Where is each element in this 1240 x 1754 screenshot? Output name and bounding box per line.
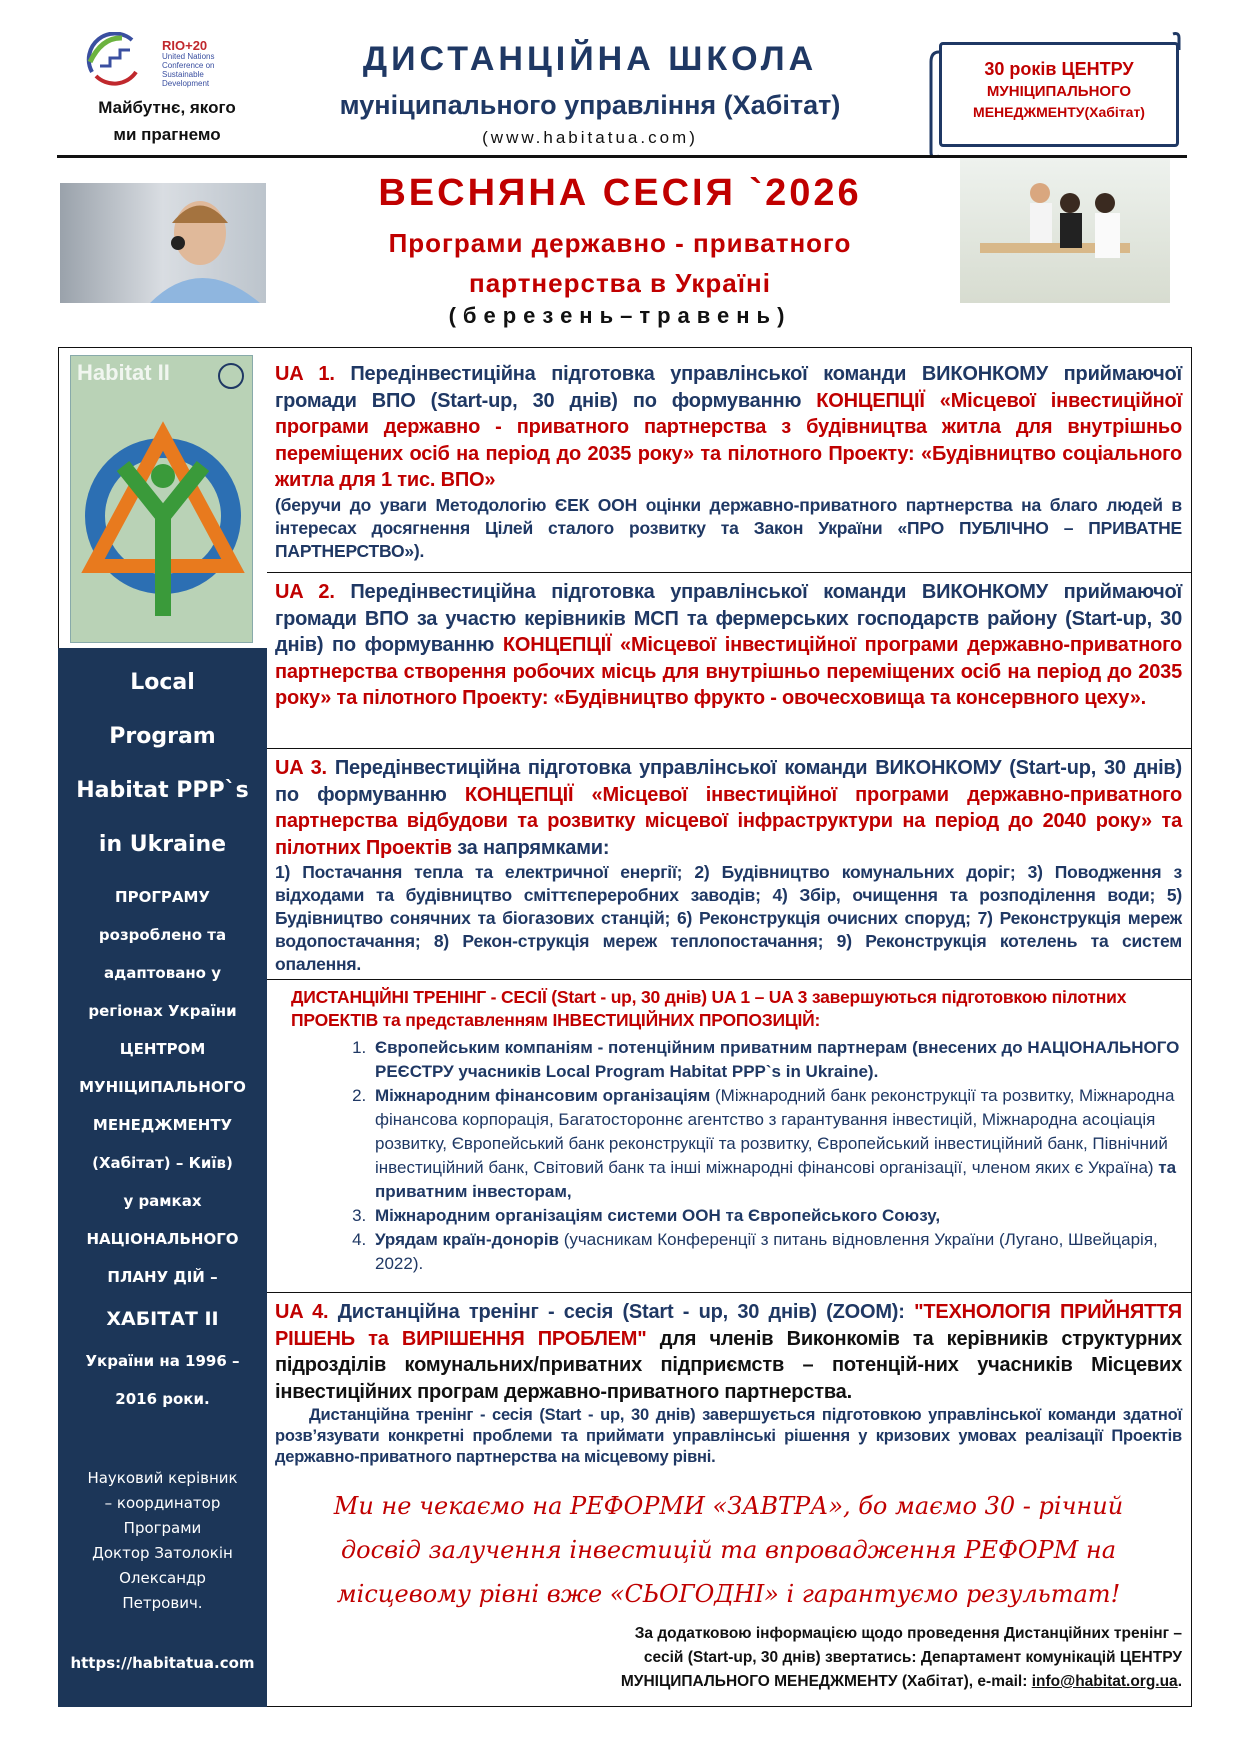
- un-conference-label: United Nations Conference on Sustainable Development: [162, 52, 215, 88]
- sidebar-text-line: ПРОГРАМУ: [115, 888, 210, 906]
- ua3-description: [275, 755, 1182, 861]
- slogan-line: Ми не чекаємо на РЕФОРМИ «ЗАВТРА», бо маємо 30 - річний: [333, 1492, 1124, 1520]
- anniversary-line: МУНІЦИПАЛЬНОГО: [986, 83, 1132, 100]
- tagline-line: Майбутнє, якого: [98, 98, 236, 117]
- text-segment: Європейським компаніям - потенційним приватним партнерам (внесених до НАЦІОНАЛЬНОГО РЕЄСТРУ учасників Local Program Habitat PPP`s in Ukraine).: [375, 1038, 1180, 1081]
- rio-label: RIO+20: [162, 38, 208, 53]
- sidebar-website-link[interactable]: https://habitatua.com: [70, 1654, 255, 1672]
- proposal-recipients-list: [371, 1036, 1182, 1276]
- sidebar-title-line: Program: [109, 724, 216, 749]
- program-ua3: [267, 749, 1192, 980]
- habitat-emblem-icon: [71, 356, 253, 643]
- list-item: [371, 1204, 1182, 1228]
- slogan: [275, 1484, 1182, 1616]
- text-segment: КОНЦЕПЦІЇ «Місцевої інвестиційної програми державно-приватного партнерства створення робочих місць для внутрішньо переміщених осіб на період до 2035 року» та пілотного Проекту: «Будівництво фрукто - овочесховища та консервного цеху».: [275, 634, 1182, 709]
- slogan-line: місцевому рівні вже «СЬОГОДНІ» і гарантуємо результат!: [336, 1580, 1121, 1608]
- rio20-emblem-icon: [82, 32, 144, 90]
- ua4-note: Дистанційна тренінг - сесія (Start - up, 30 днів) завершується підготовкою управлінської команди здатної розв’язувати конкретні проблеми та приймати управлінські рішення у кризових умовах реалізації Проектів державно-приватного партнерства на місцевому рівні.: [275, 1406, 1182, 1466]
- sidebar-text-line: у рамках: [123, 1192, 202, 1210]
- email-link[interactable]: info@habitat.org.ua: [1031, 1673, 1178, 1690]
- program-ua1: [267, 355, 1192, 573]
- sidebar-text-line: ПЛАНУ ДІЙ –: [107, 1268, 218, 1286]
- text-segment: КОНЦЕПЦІЇ «Місцевої інвестиційної програми державно-приватного партнерства відбудови та розвитку місцевої інфраструктури на період до 2040 року» та пілотних Проектів: [275, 783, 1182, 859]
- sidebar-title-line: in Ukraine: [98, 832, 227, 857]
- contact-line: За додатковою інформацією щодо проведення Дистанційних тренінг –: [634, 1625, 1182, 1642]
- text-segment: та приватним інвесторам,: [375, 1158, 1177, 1201]
- slogan-line: досвід залучення інвестицій та впровадження РЕФОРМ на: [340, 1536, 1117, 1564]
- session-title: ВЕСНЯНА СЕСІЯ `2026: [378, 172, 862, 214]
- text-segment: UA 4.: [275, 1301, 338, 1323]
- program-title: Програми державно - приватного: [388, 228, 852, 258]
- sidebar-text-line: МУНІЦИПАЛЬНОГО: [79, 1078, 246, 1096]
- anniversary-line: МЕНЕДЖМЕНТУ(Хабітат): [973, 104, 1145, 120]
- ua4-description: [275, 1299, 1182, 1405]
- supervisor-line: Доктор Затолокін: [92, 1544, 233, 1562]
- supervisor-line: Програми: [123, 1519, 202, 1537]
- school-title: ДИСТАНЦІЙНА ШКОЛА: [362, 40, 818, 78]
- text-segment: (учасникам Конференції з питань відновлення України (Лугано, Швейцарія, 2022).: [375, 1230, 1158, 1273]
- text-segment: Передінвестиційна підготовка управлінської команди ВИКОНКОМУ приймаючої громади ВПО (Start-up, 30 днів) по формуванню: [275, 363, 1182, 412]
- contact-info: [275, 1622, 1182, 1694]
- supervisor-line: – координатор: [104, 1494, 221, 1512]
- person-headset-icon: [60, 183, 266, 303]
- sidebar-text-line: України на 1996 –: [85, 1352, 240, 1370]
- ua2-description: [275, 579, 1182, 712]
- session-period: (березень–травень): [448, 303, 792, 328]
- contact-end: .: [1177, 1673, 1182, 1690]
- text-segment: КОНЦЕПЦІЇ «Місцевої інвестиційної програми державно - приватного партнерства з будівництва житла для внутрішньо переміщених осіб на період до 2035 року» та пілотного Проекту: «Будівництво соціального житла для 1 тис. ВПО»: [275, 389, 1182, 491]
- sidebar-title-line: Habitat PPP`s: [76, 778, 249, 803]
- text-segment: Міжнародним фінансовим організаціям: [375, 1086, 716, 1105]
- training-heading: ДИСТАНЦІЙНІ ТРЕНІНГ - СЕСІЇ (Start - up, 30 днів) UA 1 – UA 3 завершуються підготовкою пілотних ПРОЕКТІВ та представленням ІНВЕСТИЦІЙНИХ ПРОПОЗИЦІЙ:: [291, 987, 1127, 1030]
- text-segment: Передінвестиційна підготовка управлінської команди ВИКОНКОМУ приймаючої громади ВПО за участю керівників МСП та фермерських господарств району (Start-up, 30 днів) по формуванню: [275, 581, 1182, 656]
- program-ua2: [267, 573, 1192, 749]
- training-sessions: [267, 980, 1192, 1293]
- ua1-description: [275, 361, 1182, 494]
- sidebar-habitat-ii: ХАБІТАТ II: [106, 1308, 219, 1330]
- sidebar-text-line: розроблено та: [98, 926, 227, 944]
- contact-line: сесій (Start-up, 30 днів) звертатись: Департамент комунікацій ЦЕНТРУ: [643, 1649, 1182, 1666]
- tagline: [82, 94, 252, 148]
- text-segment: UA 1.: [275, 363, 351, 385]
- text-segment: Дистанційна тренінг - сесія (Start - up, 30 днів) (ZOOM):: [337, 1301, 915, 1323]
- sidebar-text-line: НАЦІОНАЛЬНОГО: [86, 1230, 239, 1248]
- poster-label: Habitat II: [77, 360, 170, 385]
- text-segment: (Міжнародний банк реконструкції та розвитку, Міжнародна фінансова корпорація, Багатостороннє агентство з гарантування інвестицій, Міжнародна асоціація розвитку, Європейський банк реконструкції та розвитку, Європейський інвестиційний банк, Північний інвестиційний банк, Світовий банк та інші міжнародні фінансові організації, членом яких є Україна): [375, 1086, 1175, 1177]
- program-title: партнерства в Україні: [469, 268, 771, 298]
- text-segment: UA 3.: [275, 757, 335, 779]
- meeting-people-icon: [960, 158, 1170, 303]
- meeting-photo: [960, 158, 1170, 303]
- sidebar-title-line: Local: [130, 670, 195, 695]
- supervisor-line: Науковий керівник: [87, 1469, 238, 1487]
- ua3-directions: 1) Постачання тепла та електричної енергії; 2) Будівництво комунальних доріг; 3) Поводження з відходами та будівництво сміттєпереробних заводів; 4) Збір, очищення та розподілення води; 5) Будівництво сонячних та біогазових станцій; 6) Реконструкція очисних споруд; 7) Реконструкція мереж водопостачання; 8) Рекон-струкція мереж теплопостачання; 9) Реконструкція котелень та систем опалення.: [275, 862, 1182, 974]
- sidebar-text-line: ЦЕНТРОМ: [119, 1040, 206, 1058]
- sidebar-text-line: (Хабітат) – Київ): [92, 1154, 233, 1172]
- sidebar-text-line: МЕНЕДЖМЕНТУ: [92, 1116, 233, 1134]
- text-segment: Міжнародним організаціям системи ООН та Європейського Союзу,: [375, 1206, 941, 1225]
- website-label[interactable]: (www.habitatua.com): [482, 128, 698, 147]
- call-center-photo: [60, 183, 266, 303]
- anniversary-line: 30 років ЦЕНТРУ: [984, 59, 1134, 79]
- program-sidebar: [58, 648, 267, 1707]
- list-item: [371, 1084, 1182, 1204]
- text-segment: Урядам країн-донорів: [375, 1230, 559, 1249]
- school-subtitle: муніципального управління (Хабітат): [339, 90, 841, 120]
- text-segment: UA 2.: [275, 581, 351, 603]
- text-segment: для членів Виконкомів та керівників структурних підрозділів комунальних/приватних підприємств – потенцій-них учасників Місцевих інвестиційних програм державно-приватного партнерства.: [275, 1327, 1182, 1403]
- sidebar-text-line: регіонах України: [88, 1002, 237, 1020]
- rio20-logo: [82, 32, 257, 152]
- supervisor-line: Олександр: [119, 1569, 206, 1587]
- ua1-note: (беручи до уваги Методологію ЄЕК ООН оцінки державно-приватного партнерства на благо людей в інтересах досягнення Цілей сталого розвитку та Закон України «ПРО ПУБЛІЧНО – ПРИВАТНЕ ПАРТНЕРСТВО»).: [275, 494, 1182, 561]
- list-item: [371, 1036, 1182, 1084]
- tagline-line: ми прагнемо: [113, 125, 221, 144]
- contact-line: МУНІЦИПАЛЬНОГО МЕНЕДЖМЕНТУ (Хабітат), e-mail:: [620, 1673, 1032, 1690]
- sidebar-text-line: адаптовано у: [103, 964, 221, 982]
- program-ua4: [267, 1293, 1192, 1705]
- anniversary-scroll: [925, 32, 1187, 157]
- list-item: [371, 1228, 1182, 1276]
- habitat-ii-poster: [70, 355, 253, 643]
- text-segment: Передінвестиційна підготовка управлінської команди ВИКОНКОМУ (Start-up, 30 днів) по формуванню: [275, 757, 1182, 806]
- supervisor-line: Петрович.: [122, 1594, 203, 1612]
- text-segment: за напрямками:: [451, 836, 610, 859]
- text-segment: "ТЕХНОЛОГІЯ ПРИЙНЯТТЯ РІШЕНЬ та ВИРІШЕННЯ ПРОБЛЕМ": [275, 1301, 1182, 1350]
- sidebar-text-line: 2016 роки.: [115, 1390, 210, 1408]
